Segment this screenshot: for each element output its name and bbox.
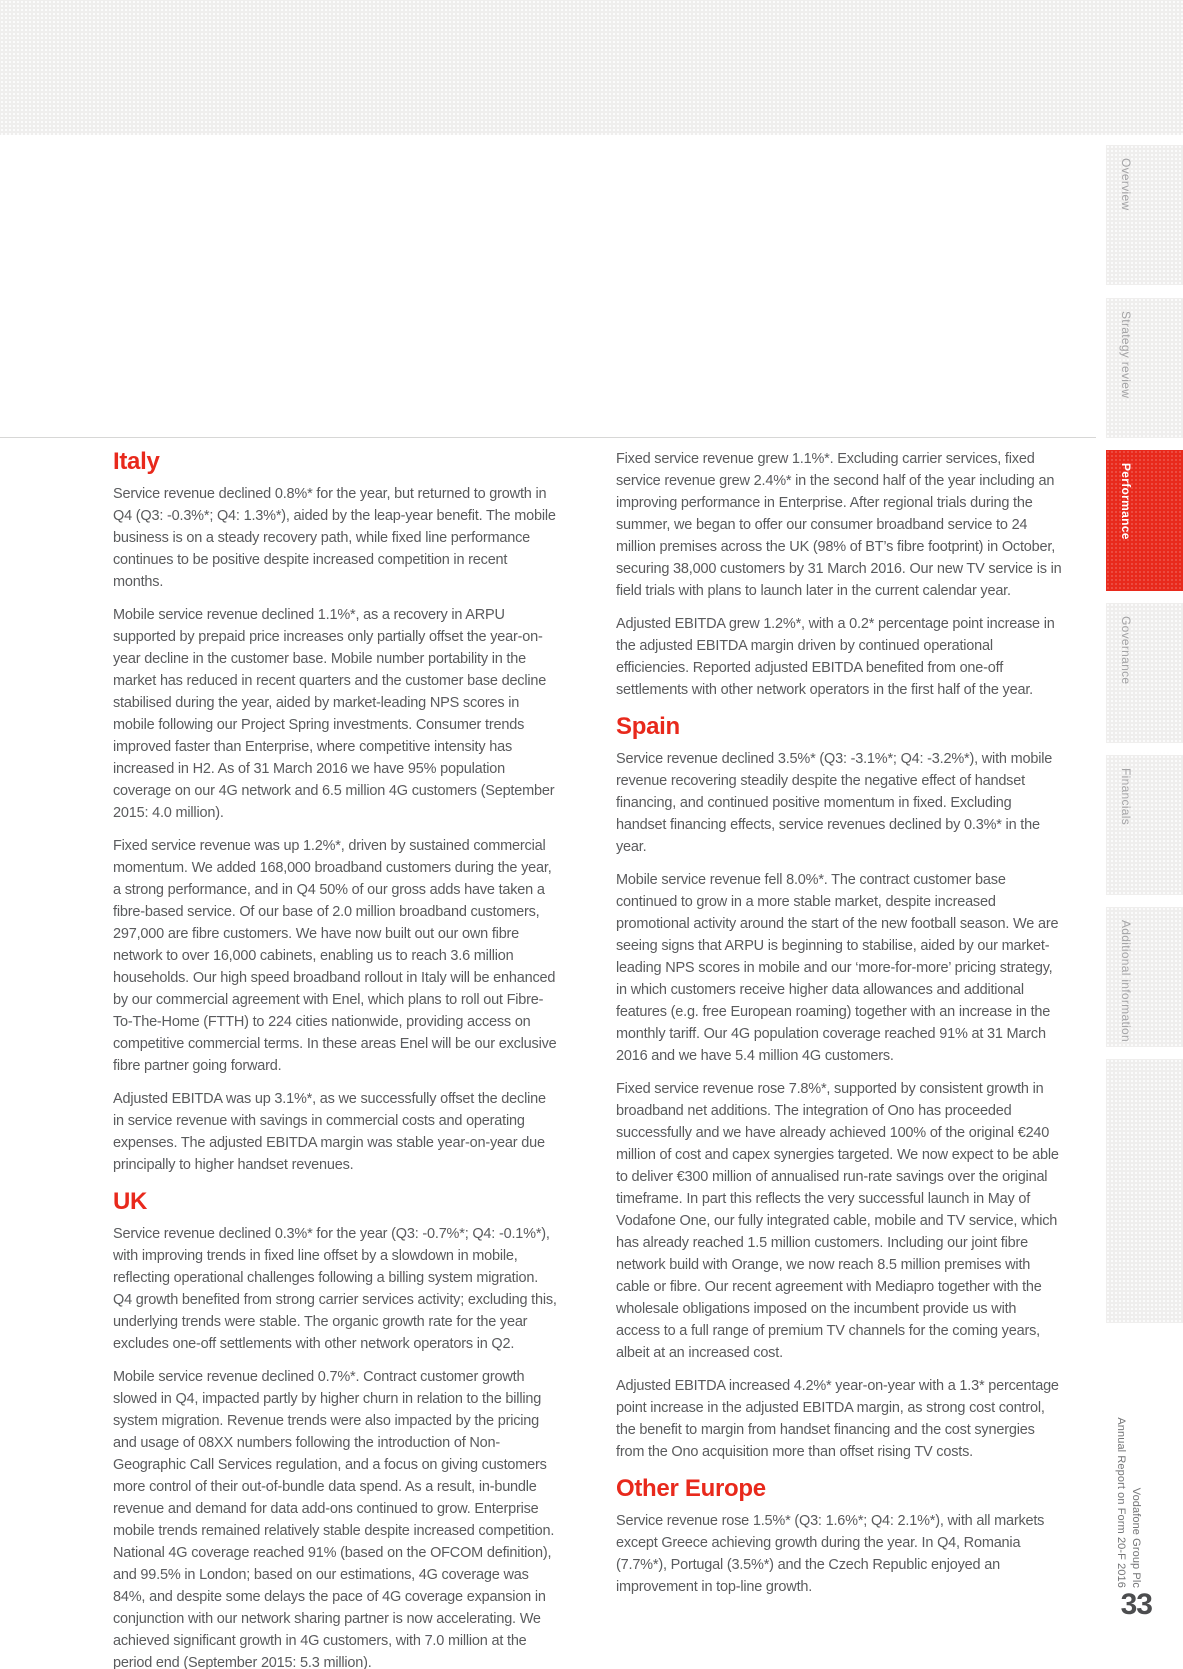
paragraph: Service revenue declined 0.8%* for the year, but returned to growth in Q4 (Q3: -0.3%*; Q4: 1.3%*), aided by the leap-year benefit. The mobile business is on a steady recovery path, while fixed line performance continues to be positive despite increased competition in recent months.: [113, 486, 556, 590]
section-spain: [616, 713, 1062, 1463]
tab-strategy-review-label: Strategy review: [1119, 311, 1133, 399]
tab-strategy-review[interactable]: [1106, 298, 1183, 438]
paragraph: Service revenue declined 3.5%* (Q3: -3.1%*; Q4: -3.2%*), with mobile revenue recovering steadily despite the negative effect of handset financing, and continued positive momentum in fixed. Excluding handset financing effects, service revenues declined by 0.3%* in the year.: [616, 751, 1053, 855]
tab-financials-label: Financials: [1119, 768, 1133, 826]
tab-governance-label: Governance: [1119, 616, 1133, 685]
section-italy: [113, 448, 558, 1176]
paragraph: Adjusted EBITDA was up 3.1%*, as we successfully offset the decline in service revenue with savings in commercial costs and operating expenses. The adjusted EBITDA margin was stable year-on-year due principally to higher handset revenues.: [113, 1091, 546, 1173]
tab-governance[interactable]: [1106, 603, 1183, 743]
top-band: [0, 0, 1183, 135]
footer-report-title: Annual Report on Form 20-F 2016: [1115, 1417, 1128, 1588]
paragraph: Mobile service revenue fell 8.0%*. The contract customer base continued to grow in a more stable market, despite increased promotional activity around the start of the new football season. We are seeing signs that ARPU is beginning to stabilise, aided by our market-leading NPS scores in mobile and our ‘more-for-more’ pricing strategy, in which customers receive higher data allowances and additional features (e.g. free European roaming) together with an increase in the monthly tariff. Our 4G population coverage reached 91% at 31 March 2016 and we have 5.4 million 4G customers.: [616, 872, 1059, 1064]
tab-financials[interactable]: [1106, 755, 1183, 895]
heading-other-europe: Other Europe: [616, 1475, 766, 1502]
paragraph: Service revenue rose 1.5%* (Q3: 1.6%*; Q4: 2.1%*), with all markets except Greece achieving growth during the year. In Q4, Romania (7.7%*), Portugal (3.5%*) and the Czech Republic enjoyed an improvement in top-line growth.: [616, 1513, 1045, 1595]
paragraph: Fixed service revenue was up 1.2%*, driven by sustained commercial momentum. We added 168,000 broadband customers during the year, a strong performance, and in Q4 50% of our gross adds have taken a fibre-based service. Of our base of 2.0 million broadband customers, 297,000 are fibre customers. We have now built out our own fibre network to over 16,000 cabinets, enabling us to reach 3.6 million households. Our high speed broadband rollout in Italy will be enhanced by our commercial agreement with Enel, which plans to roll out Fibre-To-The-Home (FTTH) to 224 cities nationwide, providing access on competitive commercial terms. In these areas Enel will be our exclusive fibre partner going forward.: [113, 838, 557, 1074]
footer-publisher: Vodafone Group Plc: [1130, 1487, 1142, 1588]
paragraph: Fixed service revenue rose 7.8%*, supported by consistent growth in broadband net additions. The integration of Ono has proceeded successfully and we have already achieved 100% of the original €240 million of cost and capex synergies targeted. We now expect to be able to deliver €300 million of annualised run-rate savings over the original timeframe. In part this reflects the very successful launch in May of Vodafone One, our fully integrated cable, mobile and TV service, which has already reached 1.5 million customers. Including our joint fibre network build with Orange, we now reach 8.5 million premises with cable or fibre. Our recent agreement with Mediapro together with the wholesale obligations imposed on the incumbent provide us with access to a full range of premium TV channels for the coming years, albeit at an increased cost.: [616, 1081, 1059, 1361]
paragraph: Fixed service revenue grew 1.1%*. Excluding carrier services, fixed service revenue grew 2.4%* in the second half of the year including an improving performance in Enterprise. After regional trials during the summer, we began to offer our consumer broadband service to 24 million premises across the UK (98% of BT’s fibre footprint) in October, securing 38,000 customers by 31 March 2016. Our new TV service is in field trials with plans to launch later in the current calendar year.: [616, 451, 1062, 599]
section-divider: [0, 437, 1096, 438]
tab-placeholder: [1106, 1059, 1183, 1323]
tab-performance-active[interactable]: [1106, 450, 1183, 591]
tab-overview-label: Overview: [1119, 158, 1133, 211]
tab-additional-information[interactable]: [1106, 907, 1183, 1047]
tab-overview[interactable]: [1106, 145, 1183, 285]
paragraph: Mobile service revenue declined 1.1%*, as a recovery in ARPU supported by prepaid price increases only partially offset the year-on-year decline in the customer base. Mobile number portability in the market has reduced in recent quarters and the customer base decline stabilised during the year, aided by market-leading NPS scores in mobile following our Project Spring investments. Consumer trends improved faster than Enterprise, where competitive intensity has increased in H2. As of 31 March 2016 we have 95% population coverage on our 4G network and 6.5 million 4G customers (September 2015: 4.0 million).: [113, 607, 555, 821]
left-column: [113, 448, 558, 1669]
paragraph: Mobile service revenue declined 0.7%*. Contract customer growth slowed in Q4, impacted partly by higher churn in relation to the billing system migration. Revenue trends were also impacted by the pricing and usage of 08XX numbers following the introduction of Non-Geographic Call Services regulation, and a focus on giving customers more control of their out-of-bundle data spend. As a result, in-bundle revenue and demand for data add-ons continued to grow. Enterprise mobile trends remained relatively stable despite increased competition. National 4G coverage reached 91% (based on the OFCOM definition), and 99.5% in London; based on our estimations, 4G coverage was 84%, and despite some delays the pace of 4G coverage expansion in conjunction with our network sharing partner is now accelerating. We achieved significant growth in 4G customers, with 7.0 million at the period end (September 2015: 5.3 million).: [113, 1369, 555, 1669]
page-number: 33: [1120, 1588, 1152, 1621]
report-footer-meta: [1113, 1414, 1143, 1588]
right-column: [616, 448, 1062, 1598]
tab-performance-label: Performance: [1119, 463, 1133, 540]
heading-spain: Spain: [616, 713, 680, 740]
section-uk: [113, 1188, 558, 1669]
paragraph: Service revenue declined 0.3%* for the year (Q3: -0.7%*; Q4: -0.1%*), with improving trends in fixed line offset by a slowdown in mobile, reflecting operational challenges following a billing system migration. Q4 growth benefited from strong carrier services activity; excluding this, underlying trends were stable. The organic growth rate for the year excludes one-off settlements with other network operators in Q2.: [113, 1226, 557, 1352]
paragraph: Adjusted EBITDA grew 1.2%*, with a 0.2* percentage point increase in the adjusted EBITDA margin driven by continued operational efficiencies. Reported adjusted EBITDA benefited from one-off settlements with other network operators in the first half of the year.: [616, 616, 1055, 698]
section-other-europe: [616, 1475, 1062, 1598]
tab-additional-information-label: Additional information: [1119, 920, 1133, 1043]
heading-italy: Italy: [113, 448, 160, 475]
heading-uk: UK: [113, 1188, 148, 1215]
paragraph: Adjusted EBITDA increased 4.2%* year-on-year with a 1.3* percentage point increase in the adjusted EBITDA margin, as strong cost control, the benefit to margin from handset financing and the cost synergies from the Ono acquisition more than offset rising TV costs.: [616, 1378, 1059, 1460]
section-uk-continued: [616, 448, 1062, 701]
